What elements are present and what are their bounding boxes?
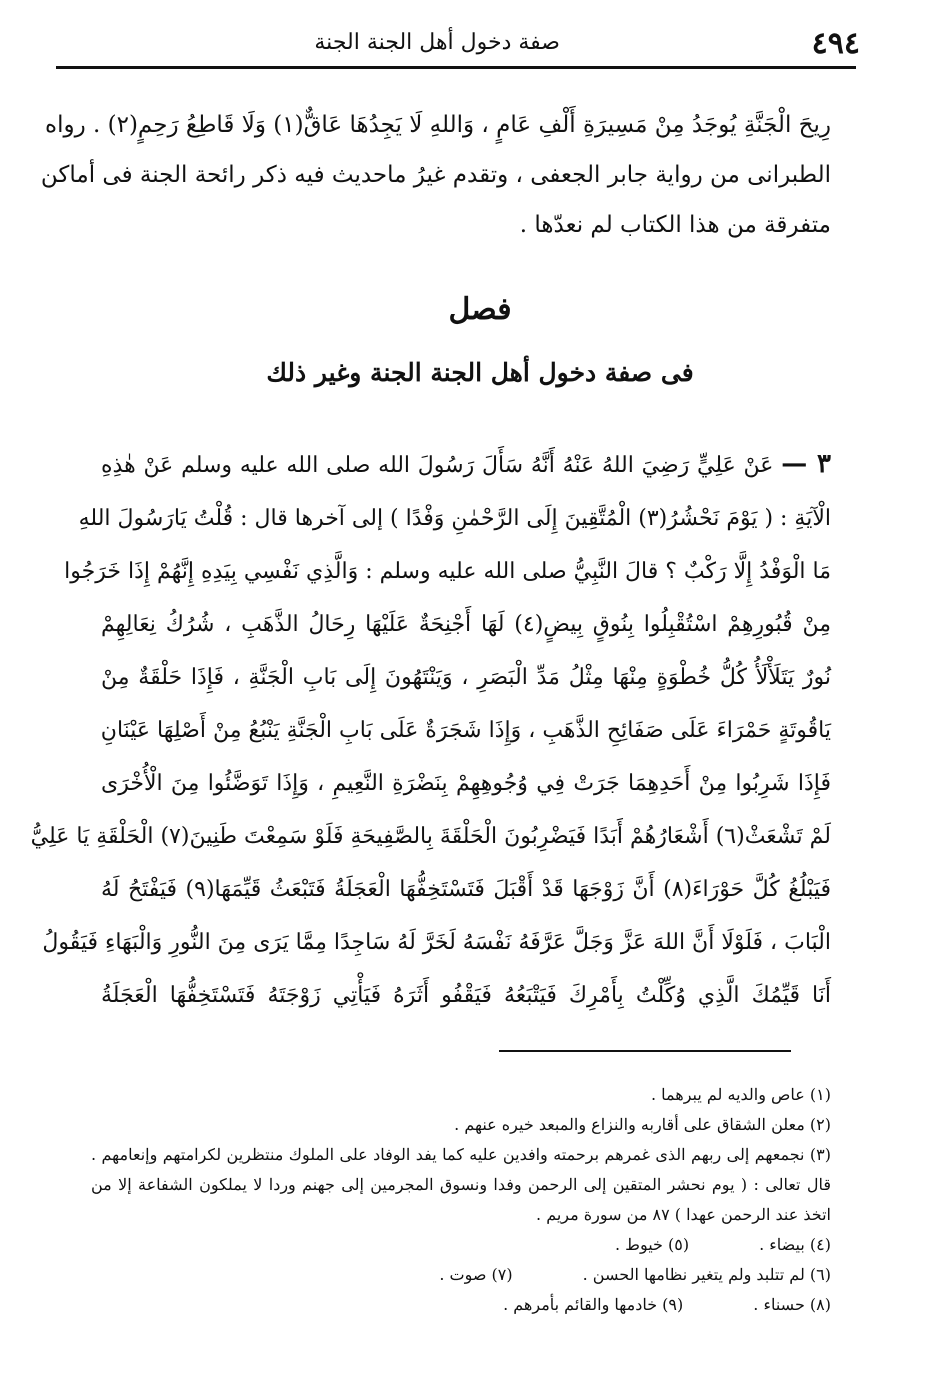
text-line: فَيَبْلُغُ كُلَّ حَوْرَاءَ(٨) أَنَّ زَوْجَهَا قَدْ أَقْبَلَ فَتَسْتَخِفُّهَا الْعَجَلَةُ فَتَبْعَثُ قَيِّمَهَا(٩) فَيَفْتَحُ لَهُ <box>101 877 831 902</box>
intro-paragraph <box>40 100 831 250</box>
footnote-6: (٦) لم تتلبد ولم يتغير نظامها الحسن . <box>582 1265 831 1284</box>
text-line: نُورٌ يَتَلَأْلَأُ كُلُّ خُطْوَةٍ مِنْهَا مِثْلُ مَدِّ الْبَصَرِ ، وَيَنْتَهُونَ إِلَى بَابِ الْجَنَّةِ ، فَإِذَا حَلْقَةٌ مِنْ <box>101 665 831 690</box>
text-line: لَمْ تَشْعَثْ(٦) أَشْعَارُهُمْ أَبَدًا فَيَضْرِبُونَ الْحَلْقَةَ بِالصَّفِيحَةِ فَلَوْ سَمِعْتَ طَنِينَ(٧) الْحَلْقَةِ يَا عَلِيُّ <box>30 824 831 849</box>
footnote-2: (٢) معلن الشقاق على أقاربه والنزاع والمبعد خيره عنهم . <box>454 1115 831 1134</box>
footnote-7: (٧) صوت . <box>439 1265 513 1284</box>
footnote-9: (٩) خادمها والقائم بأمرهم . <box>503 1295 684 1314</box>
footnote-3-line: قال تعالى : ( يوم نحشر المتقين إلى الرحمن وفدا ونسوق المجرمين إلى جهنم وردا لا يملكون الشفاعة إلا من <box>91 1175 831 1194</box>
text-line: أَنَا قَيِّمُكَ الَّذِي وُكِّلْتُ بِأَمْرِكَ فَيَتْبَعُهُ فَيَقْفُو أَثَرَهُ فَيَأْتِي زَوْجَتَهُ فَتَسْتَخِفُّهَا الْعَجَلَةُ <box>101 983 831 1008</box>
text-line: فَإِذَا شَرِبُوا مِنْ أَحَدِهِمَا جَرَتْ فِي وُجُوهِهِمْ بِنَضْرَةِ النَّعِيمِ ، وَإِذَا تَوَضَّئُوا مِنَ الْأُخْرَى <box>101 771 831 796</box>
page-number: ٤٩٤ <box>811 26 860 61</box>
footnote-pair <box>91 1290 831 1320</box>
text-line: رِيحَ الْجَنَّةِ يُوجَدُ مِنْ مَسِيرَةِ أَلْفِ عَامٍ ، وَاللهِ لَا يَجِدُهَا عَاقٌّ(١) وَلَا قَاطِعُ رَحِمٍ(٢) . رواه <box>45 112 831 138</box>
running-header <box>60 18 860 68</box>
footnote-5: (٥) خيوط . <box>614 1235 690 1254</box>
section-subheading: فى صفة دخول أهل الجنة الجنة وغير ذلك <box>266 358 694 387</box>
running-title: صفة دخول أهل الجنة الجنة <box>314 30 560 55</box>
header-rule <box>56 66 856 69</box>
footnote-4: (٤) بيضاء . <box>759 1235 831 1254</box>
text-line: متفرقة من هذا الكتاب لم نعدّها . <box>519 212 831 238</box>
section-heading: فصل <box>448 292 512 327</box>
footnote-8: (٨) حسناء . <box>753 1295 831 1314</box>
text-line: يَاقُوتَةٍ حَمْرَاءَ عَلَى صَفَائِحِ الذَّهَبِ ، وَإِذَا شَجَرَةٌ عَلَى بَابِ الْجَنَّةِ يَنْبُعُ مِنْ أَصْلِهَا عَيْنَانِ <box>100 718 831 743</box>
text-line: مِنْ قُبُورِهِمْ اسْتُقْبِلُوا بِنُوقٍ بِيضٍ(٤) لَهَا أَجْنِحَةٌ عَلَيْهَا رِحَالُ الذَّهَبِ ، شُرُكُ نِعَالِهِمْ <box>101 612 831 637</box>
hadith-paragraph <box>30 438 831 1022</box>
footnotes <box>91 1080 831 1320</box>
hadith-first-line <box>101 438 831 492</box>
text-line: الْبَابَ ، فَلَوْلَا أَنَّ اللهَ عَزَّ وَجَلَّ عَرَّفَهُ نَفْسَهُ لَخَرَّ لَهُ سَاجِدًا مِمَّا يَرَى مِنَ النُّورِ وَالْبَهَاءِ فَيَقُولُ <box>42 930 831 955</box>
footnote-pair <box>91 1230 831 1260</box>
footnote-3-line: (٣) نجمعهم إلى ربهم الذى غمرهم برحمته وافدين عليه كما يفد الوفاد على الملوك منتظرين لكرامتهم وإنعامهم . <box>91 1145 831 1164</box>
footnote-rule <box>499 1050 791 1052</box>
footnote-1: (١) عاص والديه لم يبرهما . <box>650 1085 831 1104</box>
footnote-pair <box>91 1260 831 1290</box>
footnote-3-line: اتخذ عند الرحمن عهدا ) ٨٧ من سورة مريم . <box>536 1205 831 1224</box>
hadith-number: ٣ — <box>781 449 831 479</box>
text-line: الطبرانى من رواية جابر الجعفى ، وتقدم غيرُ ماحديث فيه ذكر رائحة الجنة فى أماكن <box>40 162 831 188</box>
text-line: مَا الْوَفْدُ إِلَّا رَكْبٌ ؟ قالَ النَّبِيُّ صلى الله عليه وسلم : وَالَّذِي نَفْسِي بِيَدِهِ إِنَّهُمْ إِذَا خَرَجُوا <box>64 559 831 584</box>
hadith-line-text: عَنْ عَلِيٍّ رَضِيَ اللهُ عَنْهُ أَنَّهُ سَأَلَ رَسُولَ الله صلى الله عليه وسلم عَنْ هٰذِهِ <box>101 453 774 478</box>
text-line: الْآيَةِ : ( يَوْمَ نَحْشُرُ(٣) الْمُتَّقِينَ إِلَى الرَّحْمٰنِ وَفْدًا ) إلى آخرها قال : قُلْتُ يَارَسُولَ اللهِ <box>78 506 831 531</box>
